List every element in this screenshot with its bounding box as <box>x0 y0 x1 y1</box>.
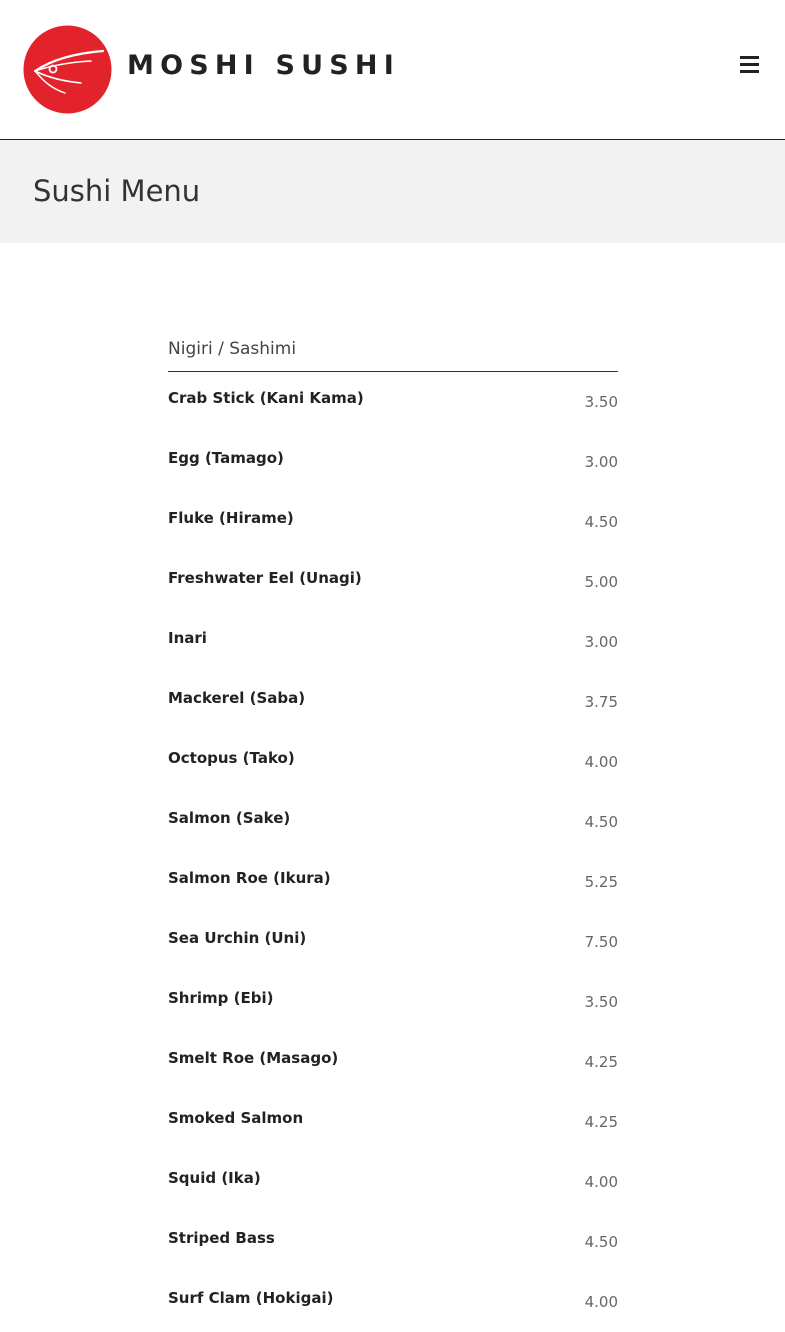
item-price: 7.50 <box>584 933 618 951</box>
menu-item <box>168 732 618 792</box>
item-name: Fluke (Hirame) <box>168 509 294 527</box>
item-price: 3.50 <box>584 393 618 411</box>
item-price: 3.75 <box>584 693 618 711</box>
sushi-logo-icon <box>23 25 112 114</box>
brand-name: MOSHI SUSHI <box>127 50 400 81</box>
item-name: Shrimp (Ebi) <box>168 989 274 1007</box>
item-name: Salmon (Sake) <box>168 809 291 827</box>
item-name: Octopus (Tako) <box>168 749 295 767</box>
item-price: 4.25 <box>584 1053 618 1071</box>
section-title: Nigiri / Sashimi <box>168 336 618 372</box>
item-name: Mackerel (Saba) <box>168 689 306 707</box>
menu-item <box>168 432 618 492</box>
menu-item <box>168 492 618 552</box>
menu-item <box>168 552 618 612</box>
item-name: Smoked Salmon <box>168 1109 304 1127</box>
item-price: 3.00 <box>584 453 618 471</box>
menu-item <box>168 792 618 852</box>
menu-item <box>168 912 618 972</box>
item-name: Inari <box>168 629 207 647</box>
menu-list <box>168 372 618 1332</box>
menu-item <box>168 852 618 912</box>
item-name: Freshwater Eel (Unagi) <box>168 569 362 587</box>
site-header <box>0 0 785 140</box>
item-name: Squid (Ika) <box>168 1169 261 1187</box>
item-price: 4.50 <box>584 513 618 531</box>
page-title: Sushi Menu <box>33 174 201 208</box>
menu-item <box>168 1272 618 1332</box>
menu-item <box>168 1032 618 1092</box>
item-price: 4.50 <box>584 1233 618 1251</box>
item-name: Crab Stick (Kani Kama) <box>168 389 364 407</box>
item-price: 4.00 <box>584 753 618 771</box>
menu-item <box>168 1152 618 1212</box>
item-price: 3.50 <box>584 993 618 1011</box>
menu-item <box>168 372 618 432</box>
item-price: 4.25 <box>584 1113 618 1131</box>
hamburger-menu-icon[interactable] <box>738 55 762 75</box>
item-name: Egg (Tamago) <box>168 449 284 467</box>
menu-section <box>168 336 618 1332</box>
menu-item <box>168 612 618 672</box>
menu-item <box>168 1212 618 1272</box>
item-name: Sea Urchin (Uni) <box>168 929 307 947</box>
item-name: Smelt Roe (Masago) <box>168 1049 339 1067</box>
menu-item <box>168 672 618 732</box>
item-price: 5.00 <box>584 573 618 591</box>
item-price: 4.00 <box>584 1173 618 1191</box>
item-name: Striped Bass <box>168 1229 275 1247</box>
item-name: Salmon Roe (Ikura) <box>168 869 331 887</box>
item-price: 5.25 <box>584 873 618 891</box>
item-price: 3.00 <box>584 633 618 651</box>
item-name: Surf Clam (Hokigai) <box>168 1289 334 1307</box>
menu-item <box>168 972 618 1032</box>
page-title-bar <box>0 140 785 243</box>
home-logo-link[interactable] <box>23 25 400 115</box>
item-price: 4.50 <box>584 813 618 831</box>
menu-item <box>168 1092 618 1152</box>
item-price: 4.00 <box>584 1293 618 1311</box>
